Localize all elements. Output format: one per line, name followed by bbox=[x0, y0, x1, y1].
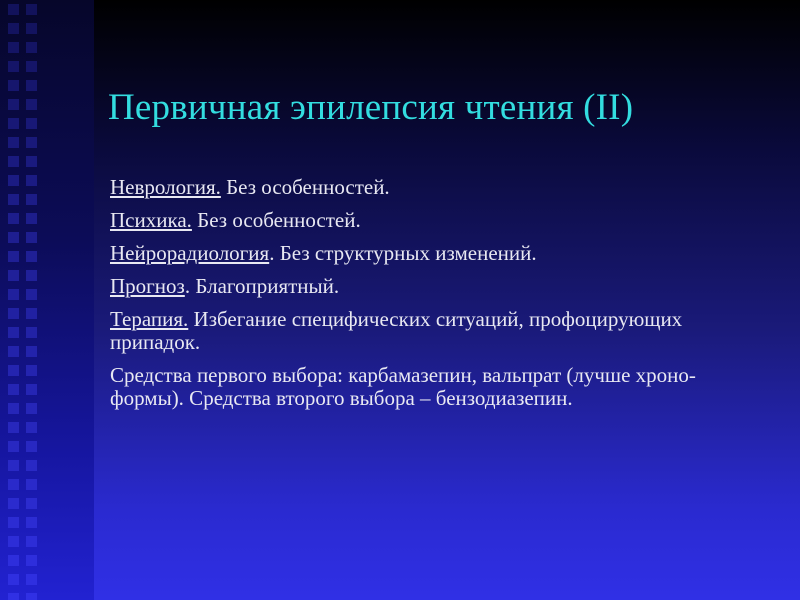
decor-square bbox=[26, 175, 37, 186]
decor-square bbox=[26, 384, 37, 395]
decor-square bbox=[8, 42, 19, 53]
item-psyche bbox=[110, 209, 750, 232]
item-neurology bbox=[110, 176, 750, 199]
item-text: Без особенностей. bbox=[220, 175, 390, 199]
decor-square bbox=[26, 308, 37, 319]
item-term: Терапия. bbox=[110, 307, 189, 331]
slide-body bbox=[110, 176, 750, 420]
decor-square bbox=[8, 175, 19, 186]
decor-square bbox=[26, 517, 37, 528]
item-term: Психика. bbox=[110, 208, 192, 232]
decor-square bbox=[8, 422, 19, 433]
decor-square bbox=[8, 213, 19, 224]
decor-square bbox=[26, 42, 37, 53]
decor-square bbox=[8, 365, 19, 376]
decor-square bbox=[26, 80, 37, 91]
decor-square bbox=[8, 137, 19, 148]
decor-square bbox=[8, 251, 19, 262]
item-term: Нейрорадиология bbox=[110, 241, 270, 265]
item-term: Неврология. bbox=[110, 175, 221, 199]
decor-square bbox=[8, 403, 19, 414]
decor-square bbox=[26, 479, 37, 490]
item-text: . Благоприятный. bbox=[184, 274, 340, 298]
decor-square bbox=[26, 270, 37, 281]
decor-square bbox=[26, 289, 37, 300]
decor-square bbox=[8, 346, 19, 357]
decor-square bbox=[26, 498, 37, 509]
decor-square bbox=[26, 156, 37, 167]
item-neuroradiology bbox=[110, 242, 750, 265]
decor-square bbox=[26, 118, 37, 129]
decor-square bbox=[8, 23, 19, 34]
decor-square bbox=[26, 61, 37, 72]
decor-square bbox=[8, 593, 19, 600]
decor-square bbox=[26, 574, 37, 585]
decor-square bbox=[8, 555, 19, 566]
decor-square bbox=[26, 23, 37, 34]
decor-square bbox=[26, 99, 37, 110]
item-drug-choice bbox=[110, 364, 750, 410]
decor-square bbox=[26, 555, 37, 566]
decor-square bbox=[8, 156, 19, 167]
decor-square bbox=[8, 574, 19, 585]
decor-square bbox=[26, 4, 37, 15]
decor-square bbox=[26, 194, 37, 205]
item-text: Избегание специфических ситуаций, профоцирующих припадок. bbox=[110, 307, 683, 354]
decor-square bbox=[8, 194, 19, 205]
decor-square bbox=[8, 517, 19, 528]
decor-square bbox=[8, 460, 19, 471]
item-text: . Без структурных изменений. bbox=[269, 241, 537, 265]
item-text: Средства первого выбора: карбамазепин, вальпрат (лучше хроно-формы). Средства второго выбора – бензодиазепин. bbox=[110, 363, 696, 410]
decor-square bbox=[8, 308, 19, 319]
item-prognosis bbox=[110, 275, 750, 298]
decor-square bbox=[26, 365, 37, 376]
slide-title: Первичная эпилепсия чтения (II) bbox=[108, 87, 634, 128]
decor-square bbox=[26, 327, 37, 338]
decor-square bbox=[26, 422, 37, 433]
decor-square bbox=[26, 593, 37, 600]
decor-square bbox=[26, 441, 37, 452]
decor-square bbox=[8, 4, 19, 15]
decor-square bbox=[26, 536, 37, 547]
decor-square bbox=[8, 479, 19, 490]
decor-square bbox=[26, 213, 37, 224]
decor-square bbox=[8, 536, 19, 547]
decor-square bbox=[26, 232, 37, 243]
decor-square bbox=[8, 118, 19, 129]
decor-square bbox=[8, 289, 19, 300]
decor-squares-column bbox=[0, 0, 40, 600]
decor-square bbox=[8, 327, 19, 338]
decor-square bbox=[26, 403, 37, 414]
item-text: Без особенностей. bbox=[191, 208, 361, 232]
decor-square bbox=[26, 460, 37, 471]
item-term: Прогноз bbox=[110, 274, 185, 298]
decor-square bbox=[8, 99, 19, 110]
decor-square bbox=[8, 80, 19, 91]
decor-square bbox=[8, 384, 19, 395]
decor-square bbox=[26, 137, 37, 148]
decor-square bbox=[8, 441, 19, 452]
decor-square bbox=[26, 251, 37, 262]
decor-square bbox=[8, 232, 19, 243]
decor-square bbox=[8, 61, 19, 72]
decor-square bbox=[8, 498, 19, 509]
item-therapy bbox=[110, 308, 750, 354]
decor-square bbox=[8, 270, 19, 281]
decor-square bbox=[26, 346, 37, 357]
